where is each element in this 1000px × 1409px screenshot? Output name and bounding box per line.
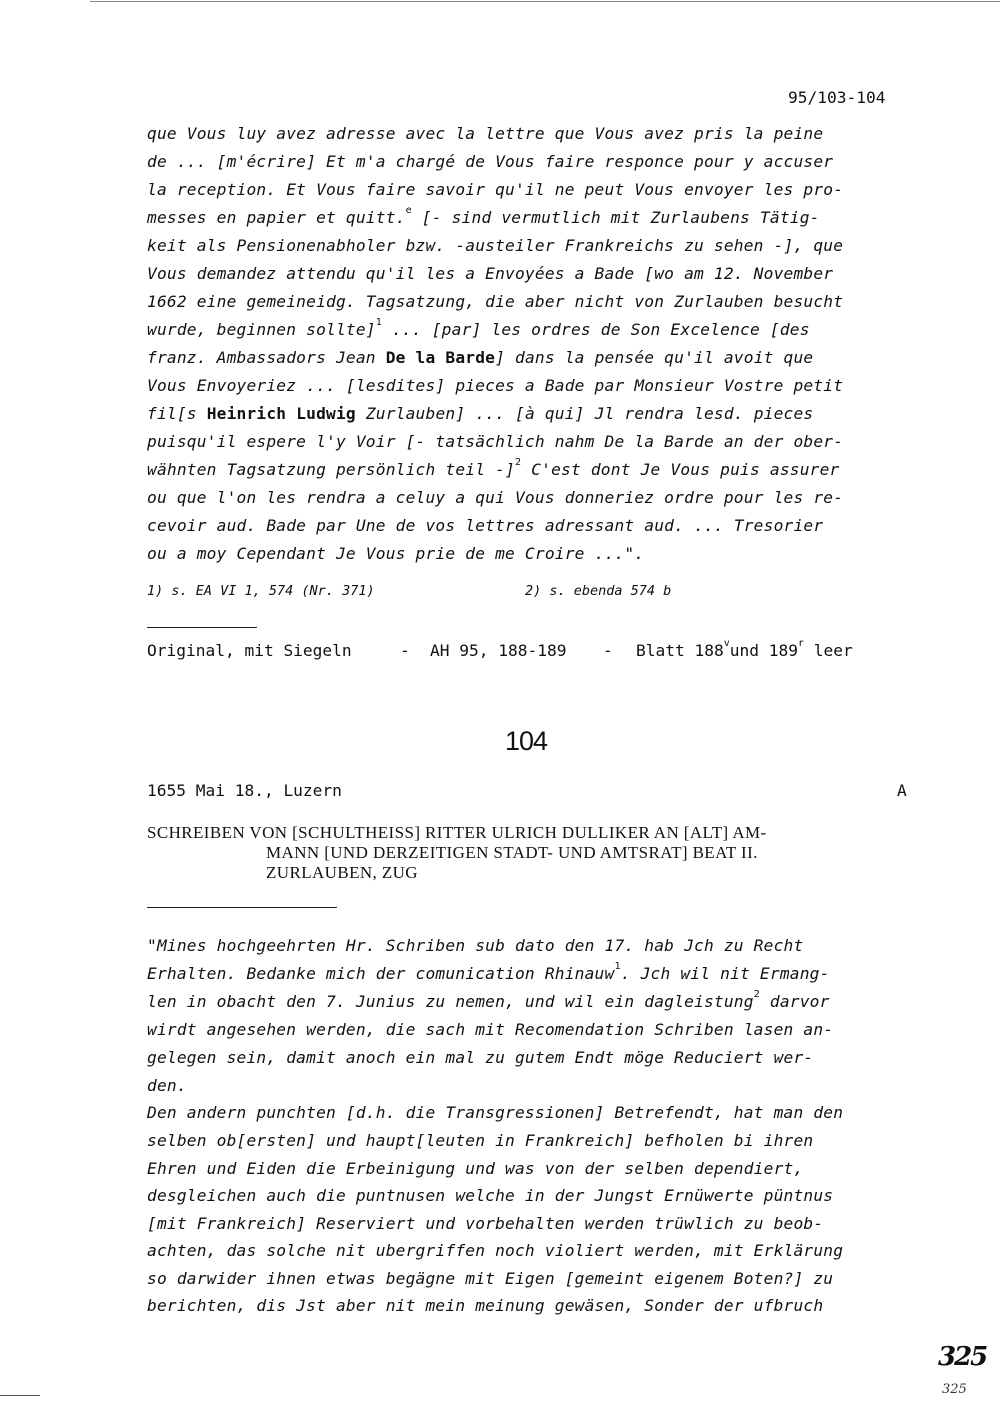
- document-number: 104: [505, 726, 548, 756]
- text-segment: . Jch wil nit Ermang-: [620, 964, 830, 983]
- text-line: ou a moy Cependant Je Vous prie de me Croire ...".: [147, 544, 645, 563]
- text-segment: darvor: [759, 992, 830, 1011]
- source-original: Original, mit Siegeln: [147, 641, 352, 660]
- text-line: [147, 961, 830, 983]
- footnote-marker: 2: [753, 989, 760, 1000]
- text-line: den.: [147, 1076, 187, 1095]
- text-segment: ... [par] les ordres de Son Excelence [des: [382, 320, 810, 339]
- divider-rule: [147, 907, 337, 908]
- text-line: de ... [m'écrire] Et m'a chargé de Vous faire responce pour y accuser: [147, 152, 834, 171]
- scan-edge-line: [90, 1, 1000, 2]
- document-title-line: SCHREIBEN VON [SCHULTHEISS] RITTER ULRICH DULLIKER AN [ALT] AM-: [147, 823, 767, 842]
- person-name-bold: Heinrich Ludwig: [206, 404, 356, 423]
- text-line: berichten, dis Jst aber nit mein meinung gewäsen, Sonder der ufbruch: [147, 1296, 824, 1315]
- text-line: so darwider ihnen etwas begägne mit Eigen [gemeint eigenem Boten?] zu: [147, 1269, 834, 1288]
- text-line: [147, 457, 840, 479]
- text-segment: wurde, beginnen sollte]: [147, 320, 376, 339]
- text-line: puisqu'il espere l'y Voir [- tatsächlich nahm De la Barde an der ober-: [147, 432, 844, 451]
- text-segment: len in obacht den 7. Junius zu nemen, und wil ein dagleistung: [147, 992, 754, 1011]
- page-reference: 95/103-104: [788, 88, 886, 107]
- text-segment: messes en papier et quitt.: [147, 208, 406, 227]
- text-segment: [- sind vermutlich mit Zurlaubens Tätig-: [411, 208, 820, 227]
- scan-edge-mark: [0, 1395, 40, 1396]
- folio-text: Blatt 188: [636, 641, 724, 660]
- text-line: "Mines hochgeehrten Hr. Schriben sub dato den 17. hab Jch zu Recht: [147, 936, 804, 955]
- archive-reference: AH 95, 188-189: [430, 641, 567, 660]
- text-line: achten, das solche nit ubergriffen noch violiert werden, mit Erklärung: [147, 1241, 844, 1260]
- text-segment: Erhalten. Bedanke mich der comunication Rhinauw: [147, 964, 615, 983]
- document-title-line: ZURLAUBEN, ZUG: [266, 863, 418, 882]
- text-line: cevoir aud. Bade par Une de vos lettres adressant aud. ... Tresorier: [147, 516, 824, 535]
- text-segment: franz. Ambassadors Jean: [147, 348, 386, 367]
- text-line: [147, 205, 820, 227]
- text-line: que Vous luy avez adresse avec la lettre que Vous avez pris la peine: [147, 124, 824, 143]
- footnote-2: 2) s. ebenda 574 b: [525, 583, 672, 599]
- folio-text: und 189: [729, 641, 798, 660]
- text-line: la reception. Et Vous faire savoir qu'il ne peut Vous envoyer les pro-: [147, 180, 844, 199]
- source-note: [147, 641, 352, 660]
- recto-sup: r: [797, 638, 805, 649]
- category-letter: A: [897, 781, 907, 800]
- text-segment: Zurlauben] ... [à qui] Jl rendra lesd. pieces: [355, 404, 814, 423]
- text-line: selben ob[ersten] und haupt[leuten in Frankreich] befholen bi ihren: [147, 1131, 814, 1150]
- handwritten-page-number: 325: [938, 1342, 987, 1372]
- text-line: keit als Pensionenabholer bzw. -austeiler Frankreichs zu sehen -], que: [147, 236, 844, 255]
- text-line: ou que l'on les rendra a celuy a qui Vous donneriez ordre pour les re-: [147, 488, 844, 507]
- folio-text: leer: [804, 641, 853, 660]
- text-line: [147, 989, 830, 1011]
- text-line: [147, 348, 813, 367]
- text-line: 1662 eine gemeineidg. Tagsatzung, die aber nicht von Zurlauben besucht: [147, 292, 844, 311]
- text-segment: wähnten Tagsatzung persönlich teil -]: [147, 460, 515, 479]
- verso-sup: v: [723, 638, 730, 649]
- text-line: [147, 317, 810, 339]
- folio-note: [636, 638, 853, 660]
- person-name-bold: De la Barde: [385, 348, 496, 367]
- text-line: [147, 404, 813, 423]
- source-dash: -: [603, 641, 613, 660]
- text-line: desgleichen auch die puntnusen welche in der Jungst Ernüwerte püntnus: [147, 1186, 834, 1205]
- text-segment: fil[s: [147, 404, 207, 423]
- source-dash: -: [400, 641, 410, 660]
- text-segment: C'est dont Je Vous puis assurer: [521, 460, 840, 479]
- date-place: 1655 Mai 18., Luzern: [147, 781, 342, 800]
- footnote-marker: 2: [515, 457, 522, 468]
- divider-rule: [147, 627, 257, 628]
- text-line: wirdt angesehen werden, die sach mit Recomendation Schriben lasen an-: [147, 1020, 834, 1039]
- document-title-line: MANN [UND DERZEITIGEN STADT- UND AMTSRAT] BEAT II.: [266, 843, 758, 862]
- superscript: e: [405, 205, 412, 216]
- footnote-marker: 1: [614, 961, 621, 972]
- text-line: gelegen sein, damit anoch ein mal zu gutem Endt möge Reduciert wer-: [147, 1048, 814, 1067]
- text-segment: ] dans la pensée qu'il avoit que: [495, 348, 814, 367]
- footnote-1: 1) s. EA VI 1, 574 (Nr. 371): [147, 583, 375, 599]
- text-line: [mit Frankreich] Reserviert und vorbehalten werden trüwlich zu beob-: [147, 1214, 824, 1233]
- text-line: Ehren und Eiden die Erbeinigung und was von der selben dependiert,: [147, 1159, 804, 1178]
- text-line: Den andern punchten [d.h. die Transgressionen] Betrefendt, hat man den: [147, 1103, 844, 1122]
- text-line: Vous Envoyeriez ... [lesdites] pieces a Bade par Monsieur Vostre petit: [147, 376, 844, 395]
- footnote-marker: 1: [375, 317, 382, 328]
- text-line: Vous demandez attendu qu'il les a Envoyées a Bade [wo am 12. November: [147, 264, 834, 283]
- handwritten-page-number-small: 325: [942, 1382, 967, 1397]
